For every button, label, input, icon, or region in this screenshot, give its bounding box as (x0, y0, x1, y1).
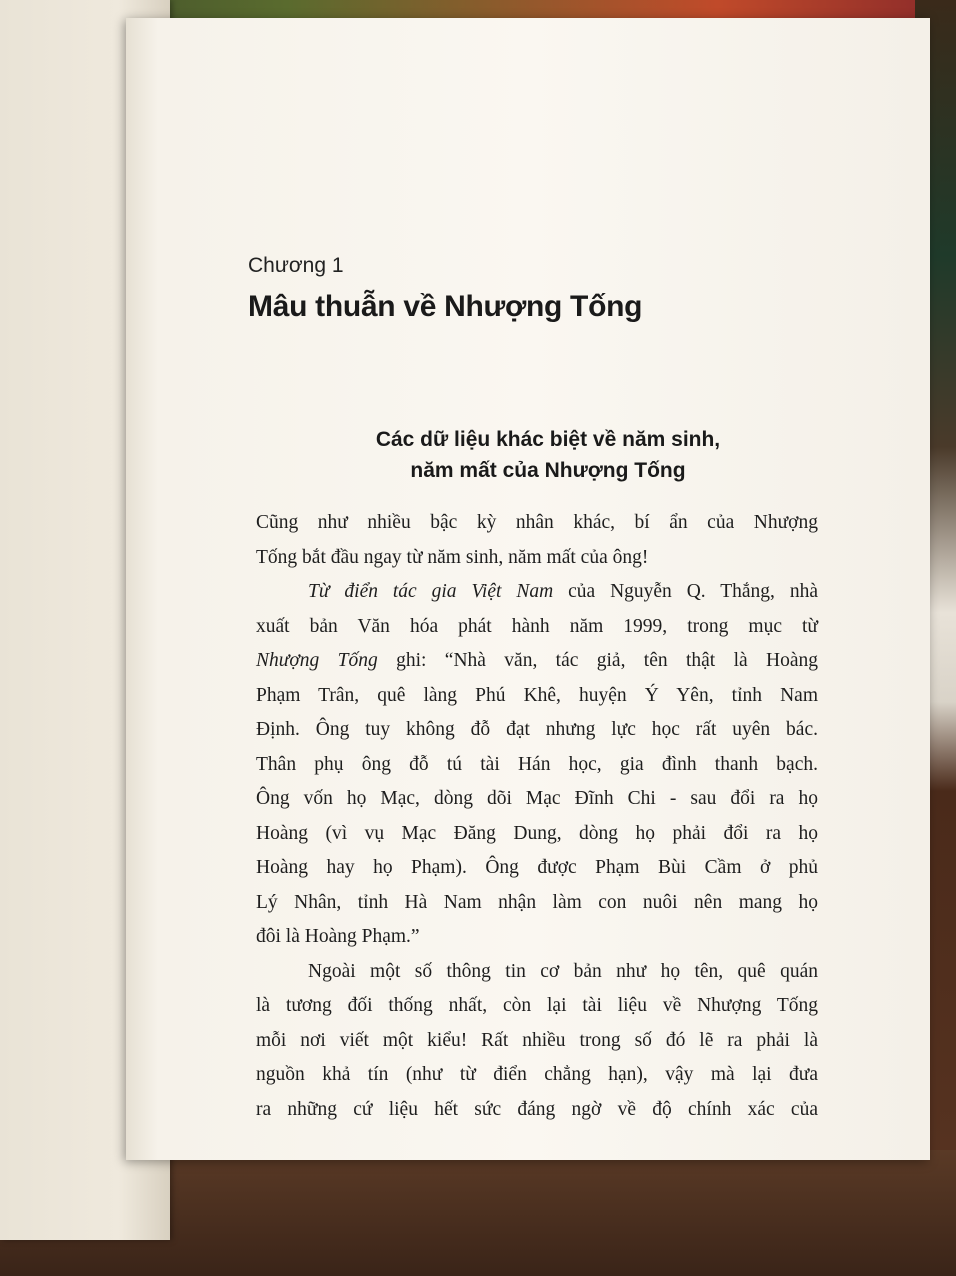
text-line: nguồn khả tín (như từ điển chẳng hạn), vậy mà lại đưa (256, 1064, 818, 1085)
section-heading (268, 424, 828, 494)
text-line: ra những cứ liệu hết sức đáng ngờ về độ chính xác của (256, 1098, 818, 1120)
text-line: Tống bắt đầu ngay từ năm sinh, năm mất của ông! (256, 546, 649, 568)
text-fragment: ghi: “Nhà văn, tác giả, tên thật là Hoàng (377, 650, 818, 671)
text-line: xuất bản Văn hóa phát hành năm 1999, trong mục từ (256, 615, 818, 637)
chapter-title: Mâu thuẫn về Nhượng Tống (248, 290, 643, 323)
text-line: Ngoài một số thông tin cơ bản như họ tên, quê quán (308, 960, 818, 982)
text-line (256, 575, 818, 610)
text-line: Cũng như nhiều bậc kỳ nhân khác, bí ẩn của Nhượng (256, 512, 818, 533)
text-line: Ông vốn họ Mạc, dòng dõi Mạc Đĩnh Chi - sau đổi ra họ (256, 788, 818, 809)
text-line: Phạm Trân, quê làng Phú Khê, huyện Ý Yên, tỉnh Nam (256, 684, 818, 706)
text-line: Hoàng hay họ Phạm). Ông được Phạm Bùi Cầm ở phủ (256, 857, 818, 878)
body-text (256, 506, 818, 1120)
entry-name: Nhượng Tống (256, 650, 378, 671)
text-line: Định. Ông tuy không đỗ đạt nhưng lực học rất uyên bác. (256, 719, 818, 740)
text-line: mỗi nơi viết một kiểu! Rất nhiều trong số đó lẽ ra phải là (256, 1029, 818, 1051)
book-title: Từ điển tác gia Việt Nam (308, 581, 554, 602)
text-line: đôi là Hoàng Phạm.” (256, 926, 420, 947)
section-heading-line: Các dữ liệu khác biệt về năm sinh, (375, 428, 721, 451)
text-line: Lý Nhân, tỉnh Hà Nam nhận làm con nuôi nên mang họ (256, 891, 818, 913)
text-line: là tương đối thống nhất, còn lại tài liệu về Nhượng Tống (256, 995, 818, 1016)
chapter-label: Chương 1 (248, 254, 344, 277)
text-line (256, 644, 818, 679)
text-line: Thân phụ ông đỗ tú tài Hán học, gia đình thanh bạch. (256, 753, 818, 775)
section-heading-line: năm mất của Nhượng Tống (410, 459, 686, 482)
text-line: Hoàng (vì vụ Mạc Đăng Dung, dòng họ phải đổi ra họ (256, 822, 818, 844)
text-fragment: của Nguyễn Q. Thắng, nhà (553, 581, 818, 602)
